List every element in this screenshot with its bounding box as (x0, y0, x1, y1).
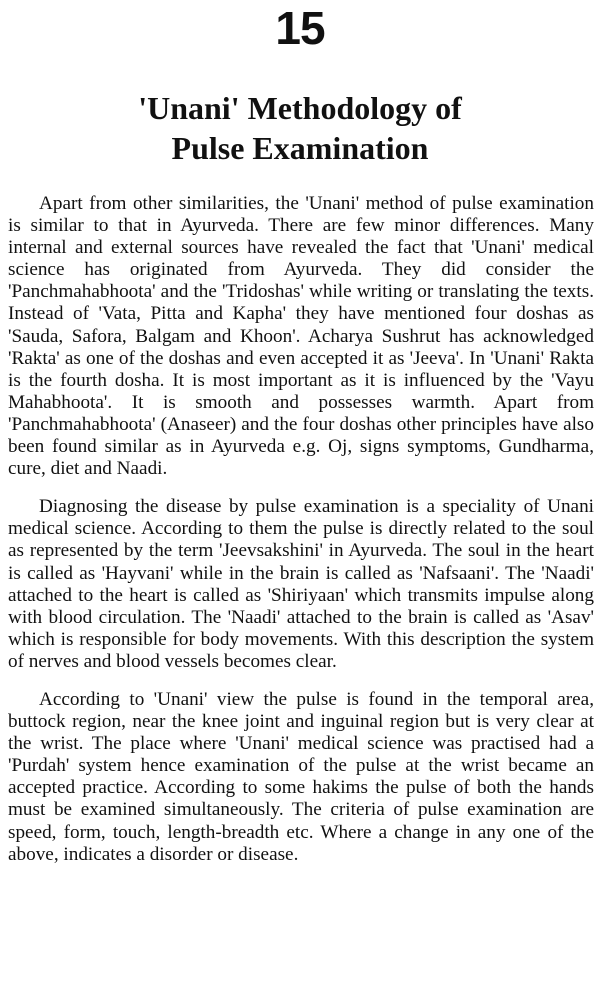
paragraph-1: Apart from other similarities, the 'Unani' method of pulse examination is similar to that in Ayurveda. There are few minor differences. Many internal and external sources have revealed the fact that 'Unani' medical science has originated from Ayurveda. They did consider the 'Panchmahabhoota' and the 'Tridoshas' while writing or translating the texts. Instead of 'Vata, Pitta and Kapha' they have mentioned four doshas as 'Sauda, Safora, Balgam and Khoon'. Acharya Sushrut has acknowledged 'Rakta' as one of the doshas and even accepted it as 'Jeeva'. In 'Unani' Rakta is the fourth dosha. It is most important as it is influenced by the 'Vayu Mahabhoota'. It is smooth and possesses warmth. Apart from 'Panchmahabhoota' (Anaseer) and the four doshas other principles have also been found similar as in Ayurveda e.g. Oj, signs symptoms, Gundharma, cure, diet and Naadi. (8, 193, 594, 480)
chapter-title-line-1: 'Unani' Methodology of (138, 90, 462, 126)
chapter-title (0, 88, 600, 168)
body-text (8, 193, 594, 866)
chapter-number: 15 (275, 2, 325, 54)
paragraph-2: Diagnosing the disease by pulse examination is a speciality of Unani medical science. According to them the pulse is directly related to the soul as represented by the term 'Jeevsakshini' in Ayurveda. The soul in the heart is called as 'Hayvani' while in the brain is called as 'Nafsaani'. The 'Naadi' attached to the heart is called as 'Shiriyaan' which transmits impulse along with blood circulation. The 'Naadi' attached to the brain is called as 'Asav' which is responsible for body movements. With this description the system of nerves and blood vessels becomes clear. (8, 496, 594, 672)
chapter-title-line-2: Pulse Examination (171, 130, 429, 166)
paragraph-3: According to 'Unani' view the pulse is found in the temporal area, buttock region, near the knee joint and inguinal region but is very clear at the wrist. The place where 'Unani' medical science was practised had a 'Purdah' system hence examination of the pulse at the wrist became an accepted practice. According to some hakims the pulse of both the hands must be examined simultaneously. The criteria of pulse examination are speed, form, touch, length-breadth etc. Where a change in any one of the above, indicates a disorder or disease. (8, 688, 594, 865)
